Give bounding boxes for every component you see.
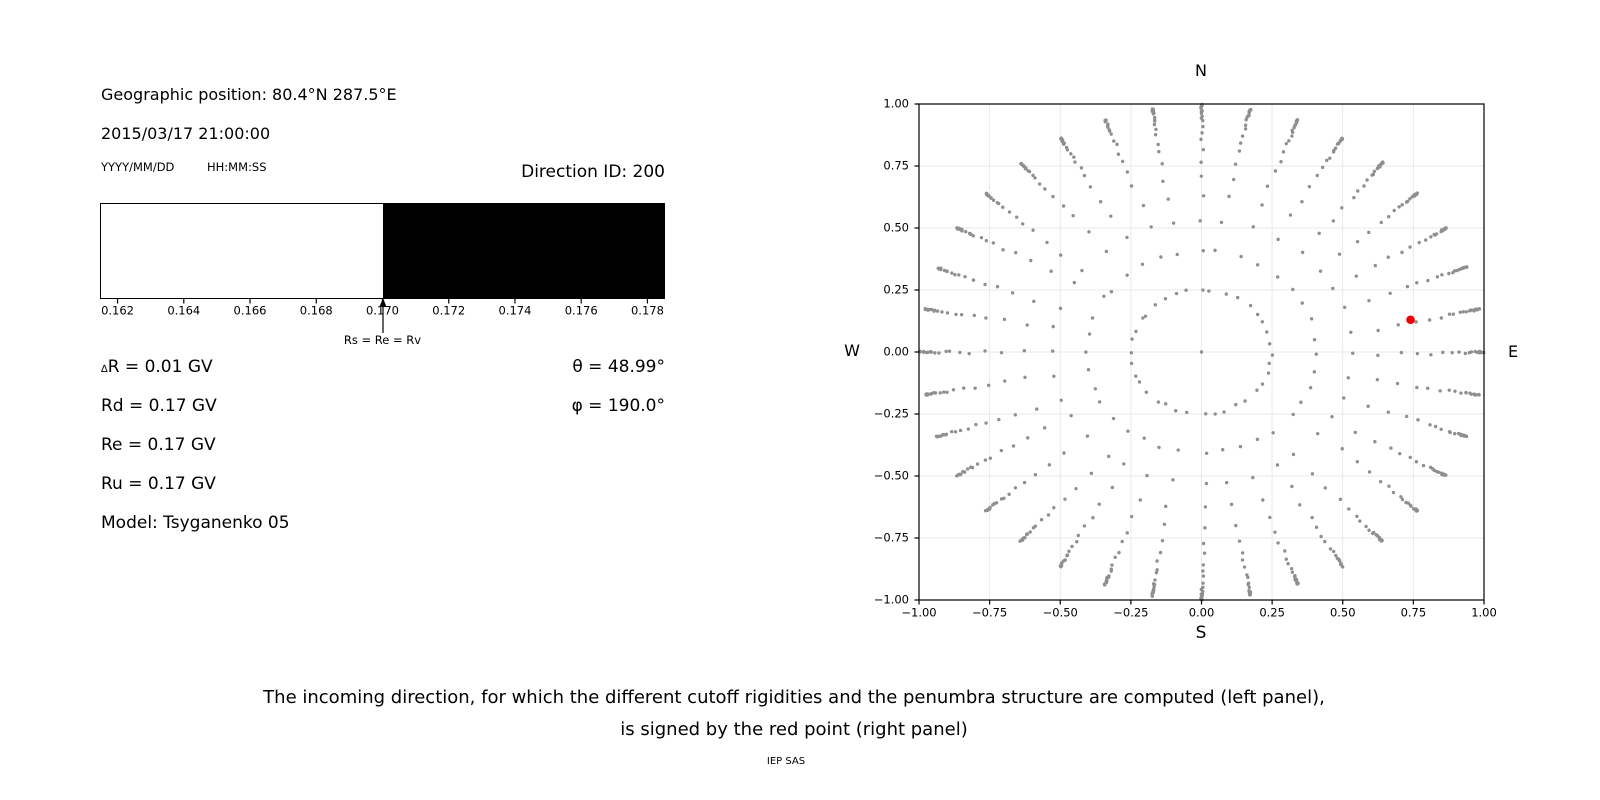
penumbra-tick-label: 0.174 [498,303,532,318]
compass-south-label: S [1195,623,1207,644]
datetime-text: 2015/03/17 21:00:00 [101,124,271,143]
geographic-position-text: Geographic position: 80.4°N 287.5°E [101,85,397,104]
x-tick-label: −0.25 [1113,605,1149,620]
penumbra-tick-label: 0.178 [630,303,664,318]
compass-west-label: W [844,340,860,360]
x-tick-label: 0.25 [1259,605,1285,620]
compass-east-label: E [1507,341,1519,361]
time-format-label: HH:MM:SS [207,160,267,174]
penumbra-tick-label: 0.164 [167,303,201,318]
x-tick-label: 0.50 [1329,605,1356,620]
direction-plot [919,104,1484,600]
y-tick-label: −0.75 [873,530,909,545]
y-tick-label: −0.25 [873,406,909,421]
red-point [1406,315,1415,324]
credit-text: IEP SAS [766,756,806,767]
y-tick-label: 0.75 [883,158,909,173]
y-tick-label: −0.50 [873,468,909,483]
axis-tick-marks [915,104,1485,605]
phi-value: φ = 190.0° [571,396,665,416]
ru-value: Ru = 0.17 GV [101,474,216,494]
x-tick-label: −1.00 [901,605,937,620]
penumbra-tick-label: 0.170 [366,303,399,318]
delta-r-value: ∆R = 0.01 GV [101,357,213,377]
direction-id-label: Direction ID: 200 [521,162,665,182]
caption-line2: is signed by the red point (right panel) [620,719,968,740]
penumbra-tick-label: 0.172 [432,303,466,318]
x-tick-label: 0.75 [1400,605,1427,620]
re-value: Re = 0.17 GV [101,435,216,455]
theta-value: θ = 48.99° [572,357,665,377]
compass-north-label: N [1195,60,1207,80]
x-tick-label: 1.00 [1471,605,1497,620]
arrow-label: Rs = Re = Rv [343,333,422,347]
y-tick-label: 0.50 [883,220,909,235]
penumbra-tick-label: 0.176 [564,303,598,318]
penumbra-black-region [383,204,665,298]
penumbra-tick-label: 0.162 [101,303,135,318]
date-format-label: YYYY/MM/DD [101,160,175,174]
x-tick-label: 0.00 [1188,605,1215,620]
rd-value: Rd = 0.17 GV [101,396,217,416]
penumbra-histogram [100,203,665,299]
y-tick-label: −1.00 [873,592,909,607]
penumbra-tick-label: 0.166 [233,303,267,318]
caption-line1: The incoming direction, for which the different cutoff rigidities and the penumbra structure are computed (left panel), [263,687,1325,708]
penumbra-tick-label: 0.168 [299,303,333,318]
y-tick-label: 0.00 [883,344,909,359]
model-label: Model: Tsyganenko 05 [101,513,290,533]
y-tick-label: 1.00 [883,96,909,111]
x-tick-label: −0.50 [1042,605,1078,620]
x-tick-label: −0.75 [972,605,1008,620]
penumbra-tick-marks [100,299,700,307]
y-tick-label: 0.25 [883,282,909,297]
delta-symbol: ∆ [101,364,108,375]
